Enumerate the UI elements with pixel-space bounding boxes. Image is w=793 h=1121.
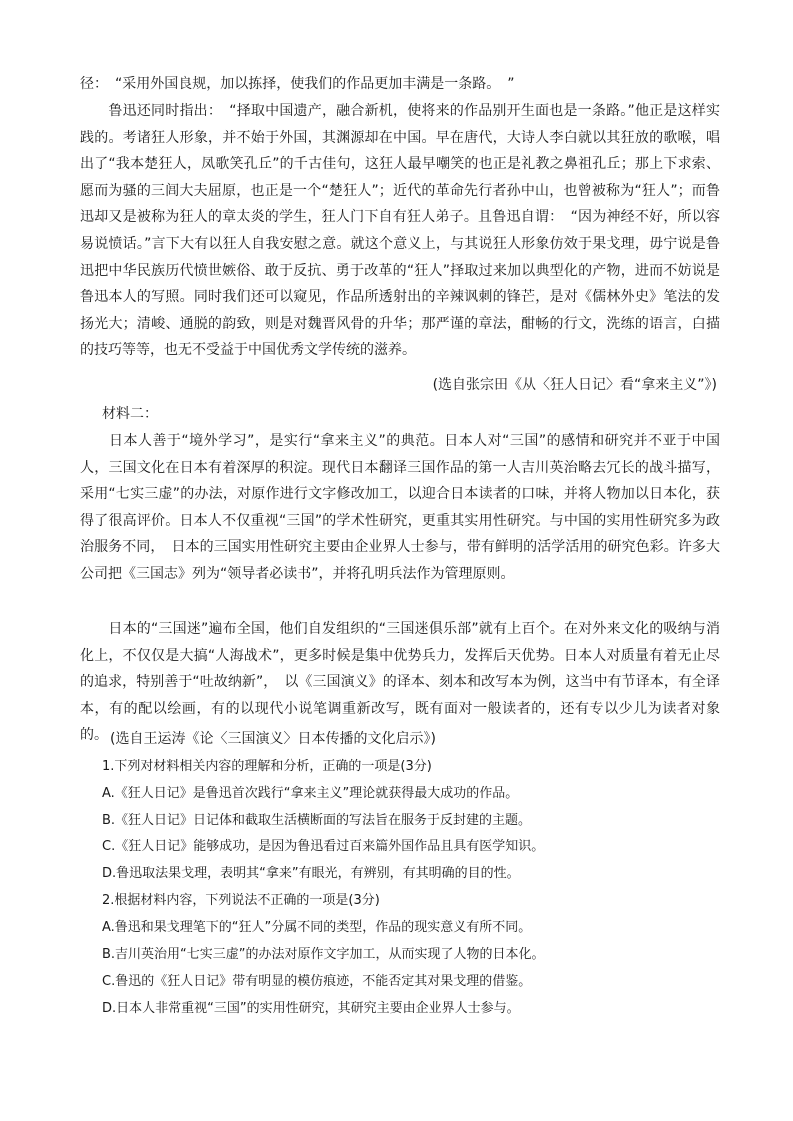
question-1-option-c: C.《狂人日记》能够成功，是因为鲁迅看过百来篇外国作品且具有医学知识。 [102, 839, 545, 854]
material1-source: (选自张宗田《从〈狂人日记〉看“拿来主义”》) [432, 377, 717, 393]
question-1-option-d: D.鲁迅取法果戈理，表明其“拿来”有眼光，有辨别，有其明确的目的性。 [102, 866, 520, 881]
question-1-option-b: B.《狂人日记》日记体和截取生活横断面的写法旨在服务于反封建的主题。 [102, 813, 532, 828]
question-2-option-d: D.日本人非常重视“三国”的实用性研究，其研究主要由企业界人士参与。 [102, 1001, 520, 1016]
question-2: 2.根据材料内容，下列说法不正确的一项是(3分) [102, 893, 380, 908]
material1-line1: 径： “采用外国良规，加以拣择，使我们的作品更加丰满是一条路。 ” [80, 76, 515, 92]
material2-source: (选自王运涛《论〈三国演义〉日本传播的文化启示》) [110, 731, 436, 747]
question-1: 1.下列对材料相关内容的理解和分析，正确的一项是(3分) [102, 759, 432, 774]
material2-paragraph1: 日本人善于“境外学习”，是实行“拿来主义”的典范。日本人对“三国”的感情和研究并不亚于中国人，三国文化在日本有着深厚的积淀。现代日本翻译三国作品的第一人吉川英治略去冗长的战斗描写，采用“七实三虚”的办法，对原作进行文字修改加工，以迎合日本读者的口味，并将人物加以日本化，获得了很高评价。日本人不仅重视“三国”的学术性研究，更重其实用性研究。与中国的实用性研究多为政治服务不同， 日本的三国实用性研究主要由企业界人士参与，带有鲜明的活学活用的研究色彩。许多大公司把《三国志》列为“领导者必读书”，并将孔明兵法作为管理原则。 [80, 433, 720, 582]
question-2-option-b: B.吉川英治用“七实三虚”的办法对原作文字加工，从而实现了人物的日本化。 [102, 947, 545, 962]
material2-heading: 材料二： [102, 406, 158, 422]
material1-paragraph: 鲁迅还同时指出： “择取中国遗产，融合新机，使将来的作品别开生面也是一条路。”他正是这样实践的。考诸狂人形象，并不始于外国，其渊源却在中国。早在唐代，大诗人李白就以其狂放的歌喉，唱出了“我本楚狂人，凤歌笑孔丘”的千古佳句，这狂人最早嘲笑的也正是礼教之鼻祖孔丘；那上下求索、愿而为骚的三闾大夫屈原，也正是一个“楚狂人”；近代的革命先行者孙中山，也曾被称为“狂人”；而鲁迅却又是被称为狂人的章太炎的学生，狂人门下自有狂人弟子。且鲁迅自谓： “因为神经不好，所以容易说愤话。”言下大有以狂人自我安慰之意。就这个意义上，与其说狂人形象仿效于果戈理，毋宁说是鲁迅把中华民族历代愤世嫉俗、敢于反抗、勇于改革的“狂人”择取过来加以典型化的产物，进而不妨说是鲁迅本人的写照。同时我们还可以窥见，作品所透射出的辛辣讽刺的锋芒，是对《儒林外史》笔法的发扬光大；清峻、通脱的韵致，则是对魏晋风骨的升华；那严谨的章法，酣畅的行文，洗练的语言，白描的技巧等等，也无不受益于中国优秀文学传统的滋养。 [80, 103, 720, 359]
question-2-option-a: A.鲁迅和果戈理笔下的“狂人”分属不同的类型，作品的现实意义有所不同。 [102, 920, 532, 935]
question-2-option-c: C.鲁迅的《狂人日记》带有明显的模仿痕迹，不能否定其对果戈理的借鉴。 [102, 974, 532, 989]
material2-paragraph2: 日本的“三国迷”遍布全国，他们自发组织的“三国迷俱乐部”就有上百个。在对外来文化的吸纳与消化上，不仅仅是大搞“人海战术”，更多时候是集中优势兵力，发挥后天优势。日本人对质量有着无止尽的追求，特别善于“吐故纳新”， 以《三国演义》的译本、刻本和改写本为例，这当中有节译本，有全译本，有的配以绘画，有的以现代小说笔调重新改写，既有面对一般读者的，还有专以少儿为读者对象的。 [80, 621, 720, 744]
question-1-option-a: A.《狂人日记》是鲁迅首次践行“拿来主义”理论就获得最大成功的作品。 [102, 786, 519, 801]
